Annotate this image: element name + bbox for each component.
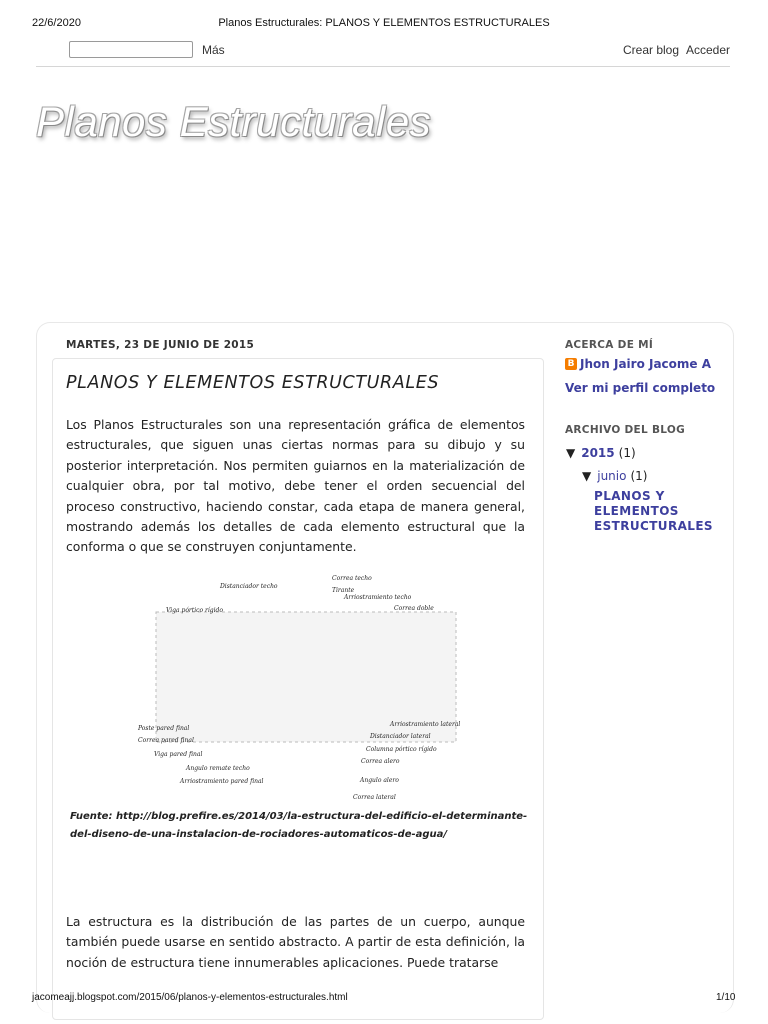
label-arriostramiento-pared: Arriostramiento pared final [180, 778, 264, 785]
label-tirante: Tirante [332, 587, 355, 594]
triangle-down-icon[interactable]: ▼ [566, 446, 576, 460]
label-correa-pared-final: Correa pared final [138, 737, 194, 744]
print-footer-page: 1/10 [716, 992, 736, 1003]
print-date: 22/6/2020 [32, 17, 81, 29]
label-angulo-remate: Angulo remate techo [186, 765, 250, 772]
label-arriostramiento-lateral: Arriostramiento lateral [390, 721, 461, 728]
blogger-navbar [36, 36, 730, 67]
archive-year-link[interactable]: 2015 [581, 446, 615, 460]
sign-in-link[interactable]: Acceder [686, 43, 731, 57]
archive-month-count: (1) [630, 469, 648, 483]
label-viga-portico: Viga pórtico rígido [166, 607, 224, 614]
archive-month-item[interactable] [582, 469, 647, 483]
post-paragraph-1: Los Planos Estructurales son una representación gráfica de elementos estructurales, que siguen unas ciertas normas para su dibujo y su posterior interpretación. Nos permiten guiarnos en la materialización de cualquier obra, por tal motivo, debe tener el orden secuencial del proceso constructivo, haciendo constar, cada etapa de manera general, mostrando además los detalles de cada elemento estructural que la conforma o que se construyen conjuntamente. [66, 417, 525, 555]
archive-year-item[interactable] [566, 446, 636, 460]
label-correa-alero: Correa alero [361, 758, 400, 765]
post-date-header: MARTES, 23 DE JUNIO DE 2015 [66, 339, 255, 351]
archive-post-link[interactable]: PLANOS Y ELEMENTOS ESTRUCTURALES [594, 489, 713, 533]
post-paragraph-2: La estructura es la distribución de las partes de un cuerpo, aunque también puede usarse en sentido abstracto. A partir de esta definición, la noción de estructura tiene innumerables aplicaciones. Puede tratarse [66, 914, 525, 970]
label-columna-portico: Columna pórtico rígido [366, 746, 437, 753]
blog-title[interactable]: Planos Estructurales [36, 98, 432, 145]
create-blog-link[interactable]: Crear blog [623, 43, 680, 57]
print-footer-url: jacomeajj.blogspot.com/2015/06/planos-y-elementos-estructurales.html [32, 992, 348, 1003]
archive-year-count: (1) [618, 446, 636, 460]
post-title[interactable]: PLANOS Y ELEMENTOS ESTRUCTURALES [66, 373, 440, 393]
profile-link[interactable]: Ver mi perfil completo [565, 381, 716, 395]
print-title: Planos Estructurales: PLANOS Y ELEMENTOS ESTRUCTURALES [218, 17, 550, 29]
archive-heading: ARCHIVO DEL BLOG [565, 424, 686, 436]
label-correa-techo: Correa techo [332, 575, 372, 582]
structure-diagram [136, 570, 476, 805]
label-angulo-alero: Angulo alero [360, 777, 399, 784]
image-caption: Fuente: http://blog.prefire.es/2014/03/la-estructura-del-edificio-el-determinante-del-diseno-de-una-instalacion-de-rociadores-automaticos-de-agua/ [70, 811, 528, 840]
triangle-down-icon[interactable]: ▼ [582, 469, 592, 483]
more-link[interactable]: Más [202, 43, 225, 57]
author-row[interactable] [565, 357, 711, 371]
label-correa-lateral: Correa lateral [353, 794, 396, 801]
author-name-link[interactable]: Jhon Jairo Jacome A [580, 357, 712, 371]
label-poste-pared-final: Poste pared final [138, 725, 190, 732]
about-heading: ACERCA DE MÍ [565, 339, 654, 351]
label-distanciador-techo: Distanciador techo [220, 583, 278, 590]
label-correa-doble: Correa doble [394, 605, 434, 612]
search-input[interactable] [69, 41, 193, 58]
label-arriostramiento-techo: Arriostramiento techo [344, 594, 412, 601]
blogger-icon: B [565, 358, 577, 370]
label-viga-pared-final: Viga pared final [154, 751, 203, 758]
archive-month-link[interactable]: junio [597, 469, 627, 483]
label-distanciador-lateral: Distanciador lateral [370, 733, 431, 740]
